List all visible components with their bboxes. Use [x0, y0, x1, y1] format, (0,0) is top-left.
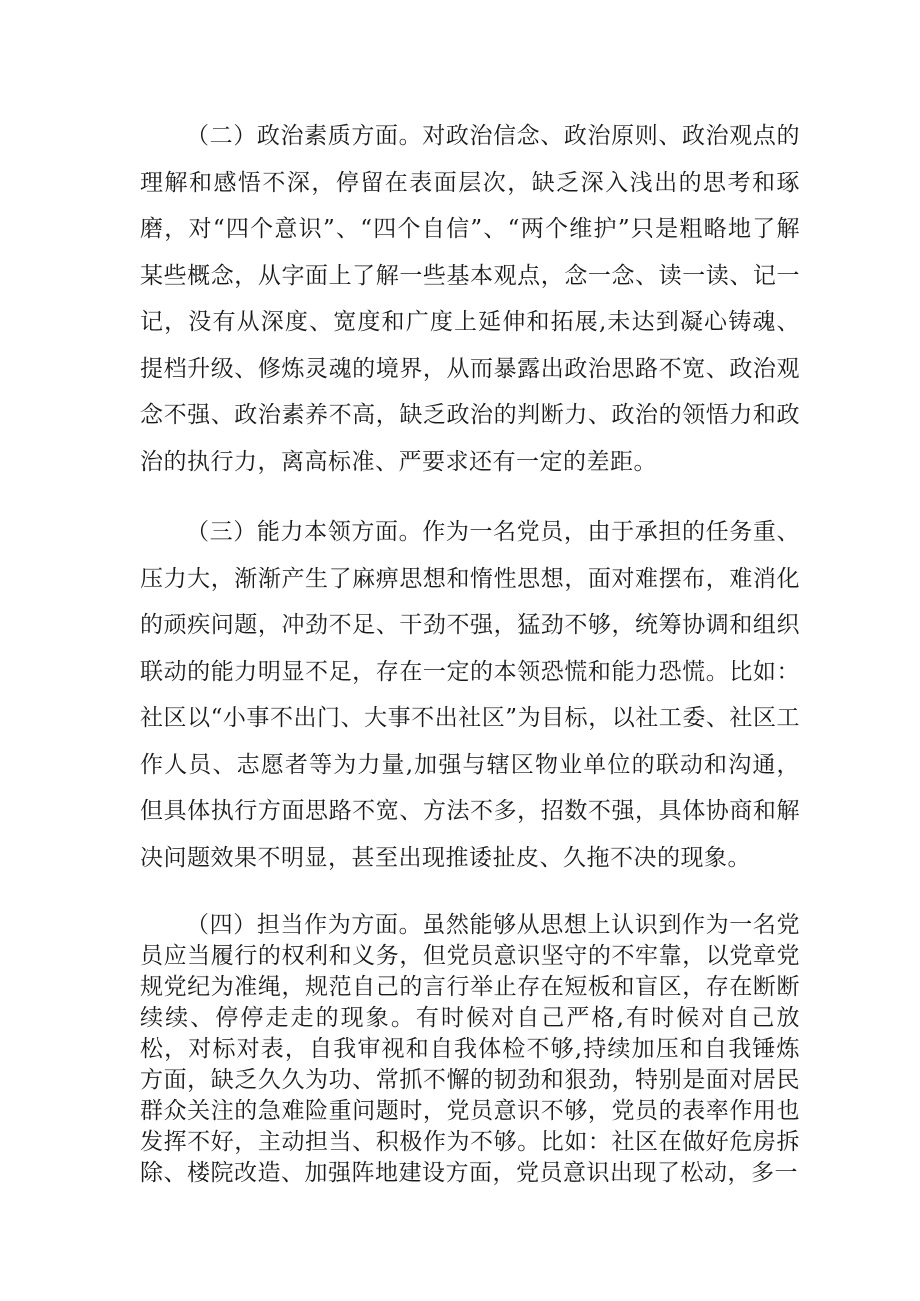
- paragraph-responsibility: （四）担当作为方面。虽然能够从思想上认识到作为一名党员应当履行的权利和义务，但党员意识坚守的不牢靠，以党章党规党纪为准绳，规范自己的言行举止存在短板和盲区，存在断断续续、停停走走的现象。有时候对自己严格,有时候对自己放松，对标对表，自我审视和自我体检不够,持续加压和自我锤炼方面，缺乏久久为功、常抓不懈的韧劲和狠劲，特别是面对居民群众关注的急难险重问题时，党员意识不够，党员的表率作用也发挥不好，主动担当、积极作为不够。比如：社区在做好危房拆除、楼院改造、加强阵地建设方面，党员意识出现了松动，多一: [140, 912, 800, 1186]
- paragraph-political-quality: （二）政治素质方面。对政治信念、政治原则、政治观点的理解和感悟不深，停留在表面层次，缺乏深入浅出的思考和琢磨，对“四个意识”、“四个自信”、“两个维护”只是粗略地了解某些概念，从字面上了解一些基本观点，念一念、读一读、记一记，没有从深度、宽度和广度上延伸和拓展,未达到凝心铸魂、提档升级、修炼灵魂的境界，从而暴露出政治思路不宽、政治观念不强、政治素养不高，缺乏政治的判断力、政治的领悟力和政治的执行力，离高标准、严要求还有一定的差距。: [140, 123, 800, 475]
- paragraph-ability: （三）能力本领方面。作为一名党员，由于承担的任务重、压力大，渐渐产生了麻痹思想和惰性思想，面对难摆布，难消化的顽疾问题，冲劲不足、干劲不强，猛劲不够，统筹协调和组织联动的能力明显不足，存在一定的本领恐慌和能力恐慌。比如：社区以“小事不出门、大事不出社区”为目标，以社工委、社区工作人员、志愿者等为力量,加强与辖区物业单位的联动和沟通，但具体执行方面思路不宽、方法不多，招数不强，具体协商和解决问题效果不明显，甚至出现推诿扯皮、久拖不决的现象。: [140, 519, 800, 871]
